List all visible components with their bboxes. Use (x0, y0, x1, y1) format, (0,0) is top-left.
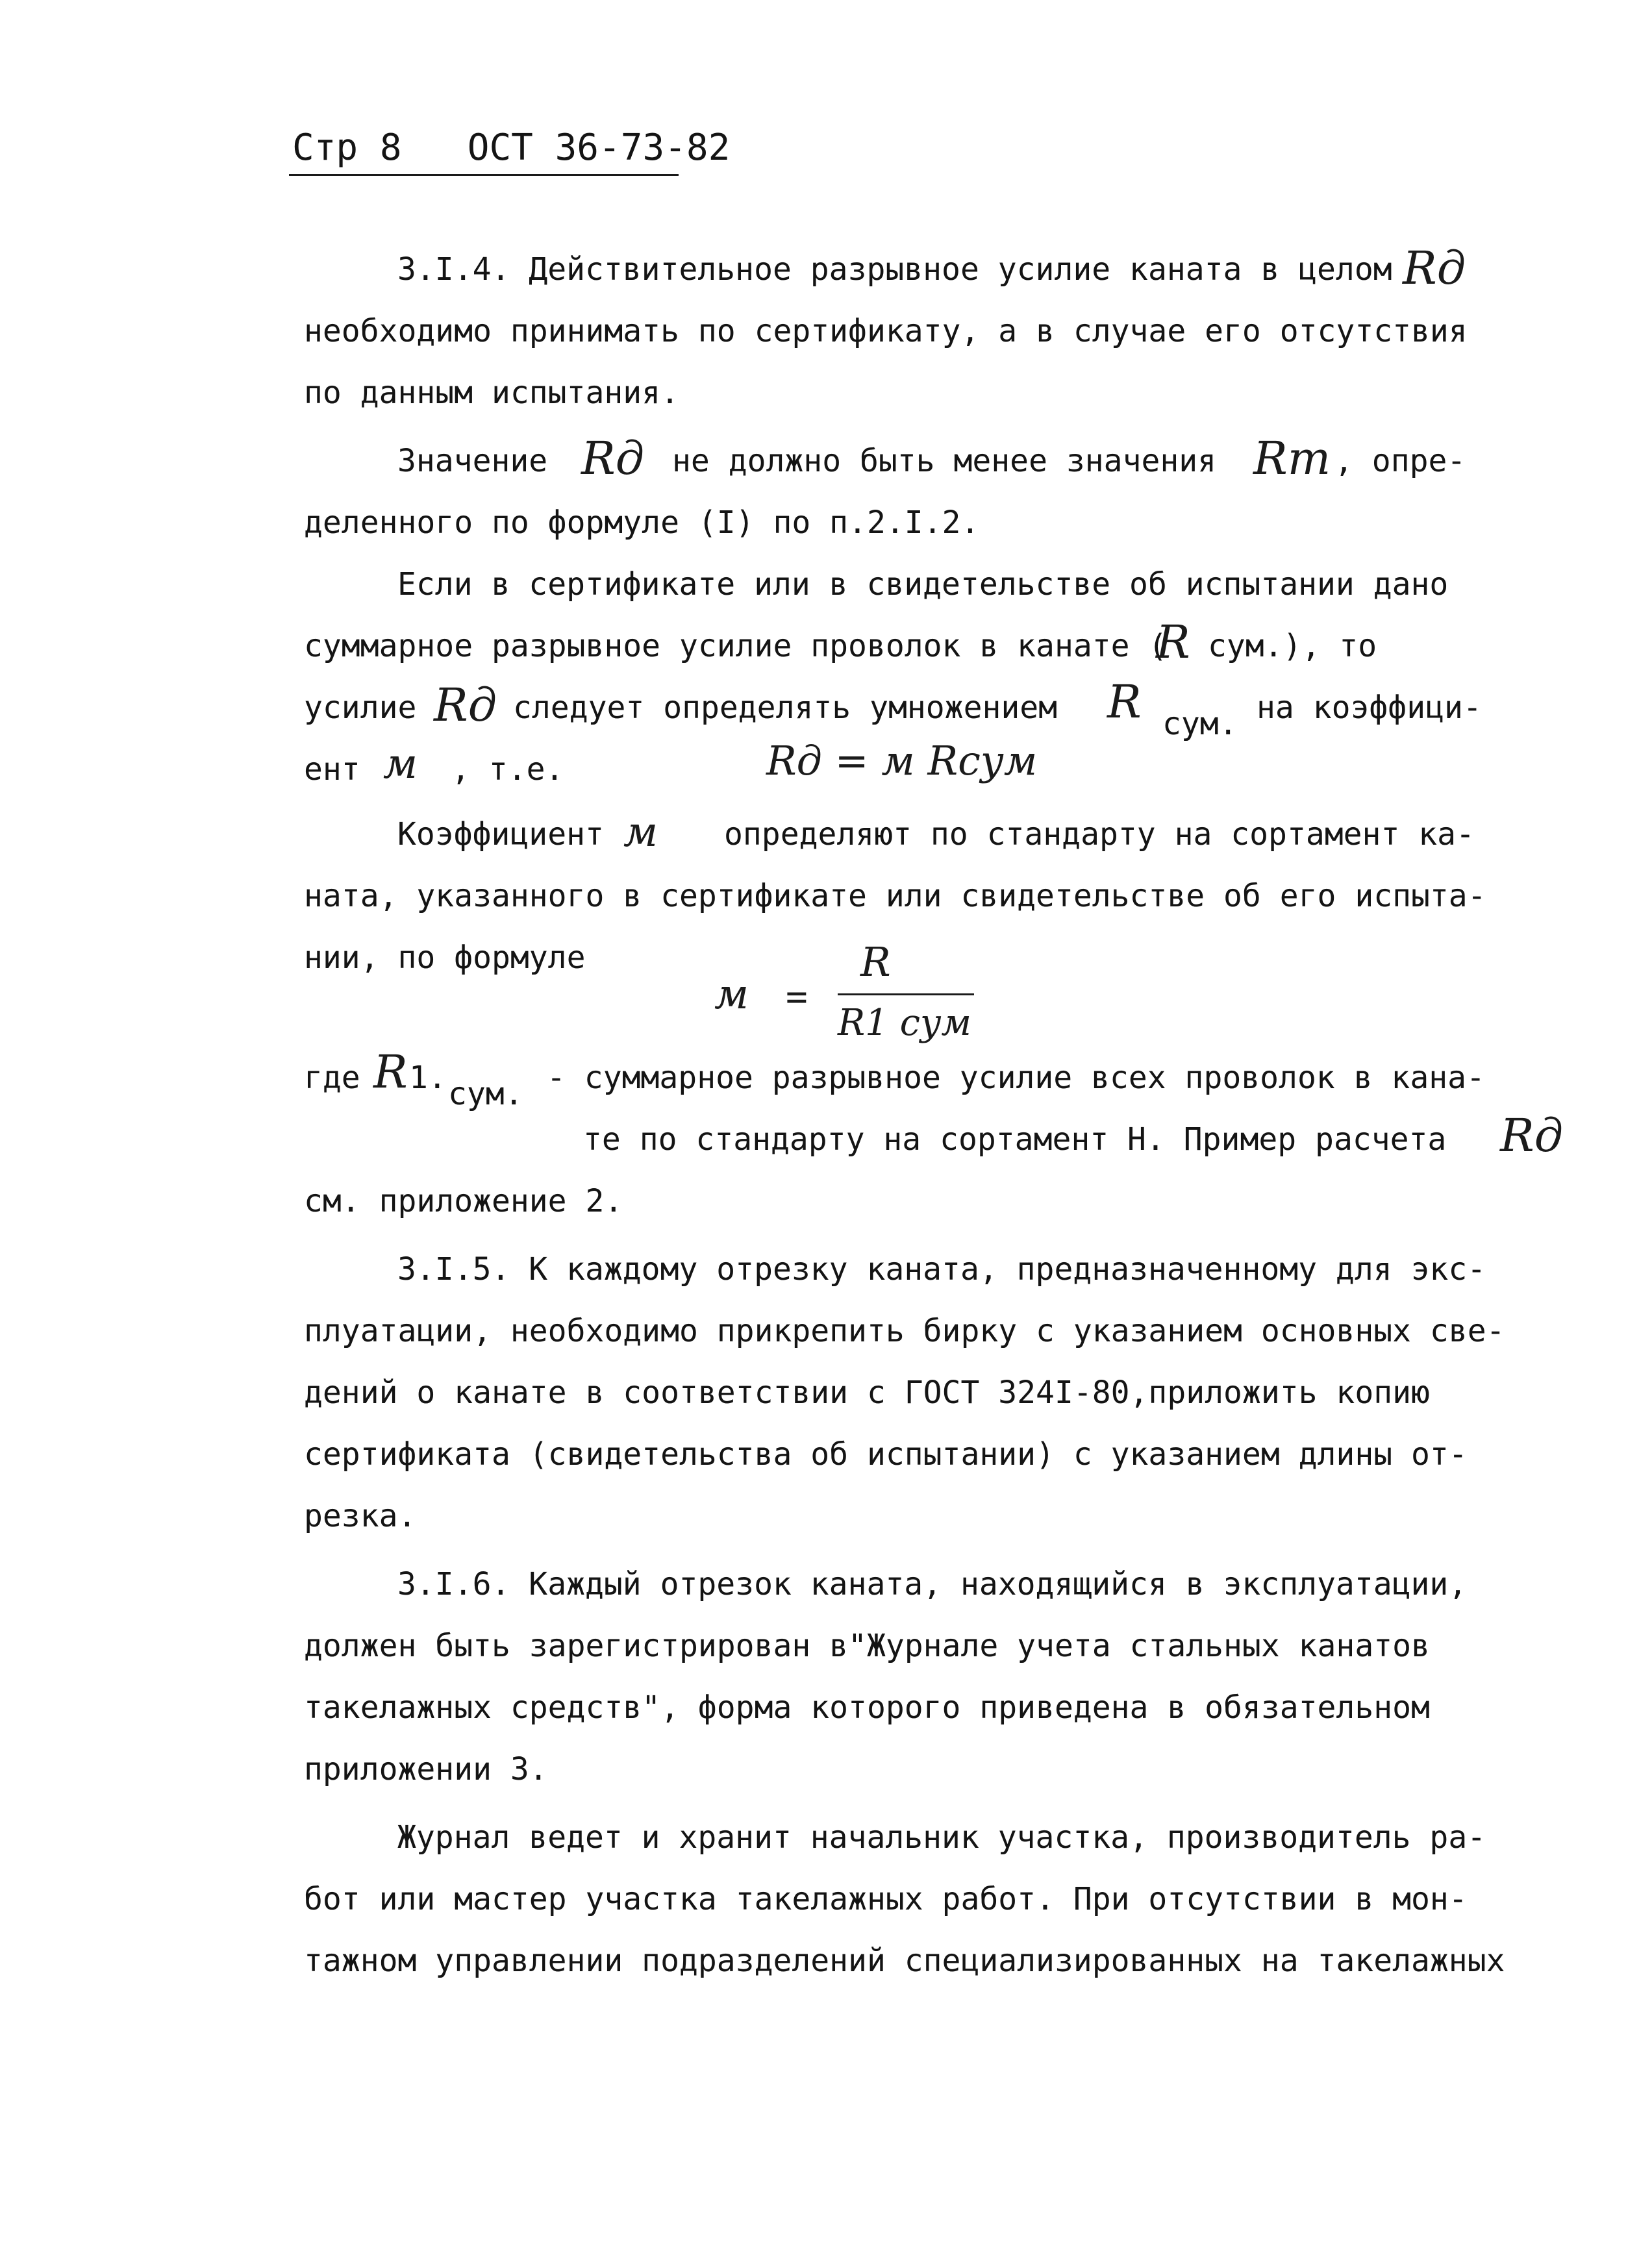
symbol-rd: Rд (434, 678, 497, 732)
symbol-rt: Rт (1253, 432, 1331, 485)
text-line: ент (304, 751, 360, 788)
text-line: на коэффици- (1257, 690, 1482, 726)
text-line: Если в сертификате или в свидетельстве об испытании дано (397, 566, 1449, 603)
text-line: 1. (409, 1060, 447, 1096)
text-line: см. приложение 2. (304, 1183, 623, 1219)
text-line: сертификата (свидетельства об испытании) с указанием длины от- (304, 1436, 1468, 1473)
text-line: Значение (397, 443, 548, 479)
symbol-rd: Rд (581, 432, 645, 485)
text-line: , опре- (1334, 443, 1466, 479)
symbol-rd: Rд (1500, 1109, 1564, 1162)
text-line: такелажных средств", форма которого приведена в обязательном (304, 1689, 1430, 1726)
text-line: ната, указанного в сертификате или свидетельстве об его испыта- (304, 878, 1486, 914)
text-line: плуатации, необходимо прикрепить бирку с указанием основных све- (304, 1313, 1505, 1349)
text-line: нии, по формуле (304, 940, 586, 976)
text-line: сум.), то (1208, 628, 1377, 664)
text-line: Коэффициент (397, 816, 604, 853)
text-line: дений о канате в соответствии с ГОСТ 324I-80,приложить копию (304, 1375, 1430, 1411)
text-line: где (304, 1060, 360, 1096)
symbol-rd: Rд (1403, 242, 1466, 295)
symbol-r: R (373, 1045, 408, 1099)
text-line: сум. (1162, 706, 1238, 742)
page-number: Стр 8 (292, 127, 402, 169)
text-line: - суммарное разрывное усилие всех проволок в кана- (547, 1060, 1485, 1096)
text-line: те по стандарту на сортамент Н. Пример расчета (583, 1121, 1447, 1158)
standard-code: ОСТ 36-73-82 (467, 127, 731, 169)
text-line: 3.I.6. Каждый отрезок каната, находящийся в эксплуатации, (397, 1566, 1468, 1602)
header-underline (289, 174, 679, 176)
text-line: приложении 3. (304, 1751, 548, 1787)
symbol-r: R (1156, 616, 1190, 669)
symbol-mu: м (383, 740, 418, 788)
formula-equals: = (786, 976, 808, 1018)
text-line: суммарное разрывное усилие проволок в канате ( (304, 628, 1168, 664)
text-line: должен быть зарегистрирован в"Журнале учета стальных канатов (304, 1628, 1430, 1664)
text-line: усилие (304, 690, 417, 726)
formula-numerator: R (860, 938, 891, 986)
formula-mu-fraction (714, 938, 987, 1049)
text-line: тажном управлении подразделений специализированных на такелажных (304, 1943, 1505, 1979)
text-line: бот или мастер участка такелажных работ. При отсутствии в мон- (304, 1881, 1468, 1917)
formula-lhs: м (714, 971, 749, 1019)
text-line: деленного по формуле (I) по п.2.I.2. (304, 504, 980, 541)
formula-rd-inline: Rд = м Rсум (766, 737, 1038, 784)
symbol-r: R (1107, 675, 1142, 728)
text-line: следует определять умножением (513, 690, 1058, 726)
fraction-bar (838, 993, 974, 995)
text-line: , т.е. (451, 751, 564, 788)
text-line: 3.I.5. К каждому отрезку каната, предназначенному для экс- (397, 1251, 1486, 1288)
text-line: необходимо принимать по сертификату, а в случае его отсутствия (304, 313, 1468, 349)
text-line: сум. (448, 1076, 523, 1112)
page-header (292, 127, 730, 169)
text-line: определяют по стандарту на сортамент ка- (724, 816, 1475, 853)
text-line: 3.I.4. Действительное разрывное усилие каната в целом (397, 251, 1392, 288)
text-line: Журнал ведет и хранит начальник участка, производитель ра- (397, 1819, 1486, 1856)
symbol-mu: м (623, 808, 658, 856)
text-line: по данным испытания. (304, 375, 679, 411)
text-line: не должно быть менее значения (672, 443, 1217, 479)
text-line: резка. (304, 1498, 417, 1534)
formula-denominator: R1 сум (838, 1002, 971, 1044)
